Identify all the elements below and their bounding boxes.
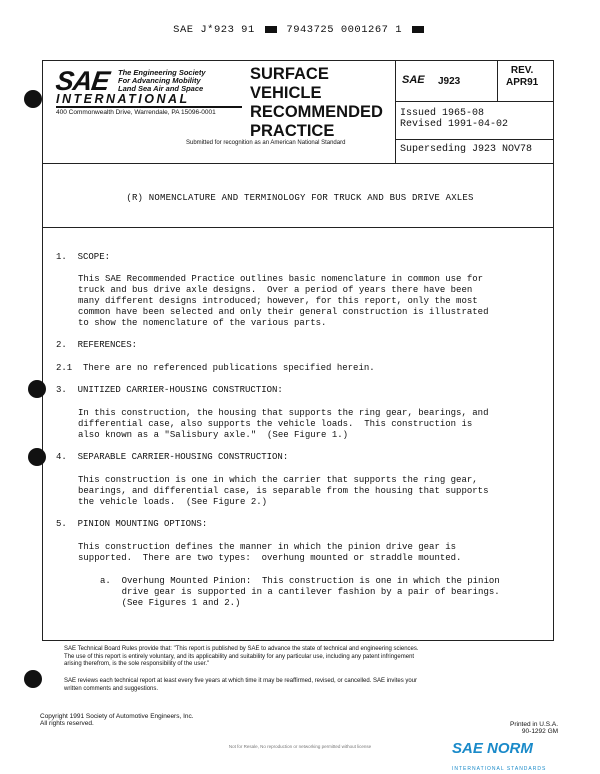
issued-date: Issued 1965-08	[400, 108, 485, 119]
body-box	[42, 162, 554, 641]
document-title: (R) NOMENCLATURE AND TERMINOLOGY FOR TRUCK AND BUS DRIVE AXLES	[126, 193, 474, 203]
section-5-heading: 5. PINION MOUNTING OPTIONS:	[56, 519, 208, 529]
address: 400 Commonwealth Drive, Warrendale, PA 15096-0001	[56, 109, 216, 116]
section-5-body: This construction defines the manner in which the pinion drive gear is supported. There are two types: overhung mounted or straddle mounted.	[78, 542, 462, 563]
doc-number: J923	[438, 76, 461, 87]
printed-note: Printed in U.S.A. 90-1292 GM	[510, 721, 559, 735]
superseding: Superseding J923 NOV78	[400, 144, 533, 155]
section-5a: a. Overhung Mounted Pinion: This construction is one in which the pinion drive gear is supported in a cantilever fashion by a pair of bearings. (See Figures 1 and 2.)	[100, 576, 500, 608]
practice-title: SURFACE VEHICLE RECOMMENDED PRACTICE	[250, 65, 383, 140]
section-1-body: This SAE Recommended Practice outlines basic nomenclature in common use for truck and bus drive axle designs. Over a period of years there have been many different designs introduced; however, for this report, only the most common have been selected and only their general construction is illustrated to show the nomenclature of the various parts.	[78, 274, 489, 328]
board-rules: SAE Technical Board Rules provide that: "This report is published by SAE to advance the state of technical and engineering sciences. The use of this report is entirely voluntary, and its applicability and suitability for any particular use, including any patent infringement arising therefrom, is the sole responsibility of the user."	[64, 646, 419, 667]
binder-hole	[24, 670, 42, 688]
sae-norm-watermark: SAE NORM INTERNATIONAL STANDARDS	[452, 740, 547, 772]
redaction-block	[265, 26, 277, 33]
section-2-heading: 2. REFERENCES:	[56, 340, 138, 350]
divider	[56, 106, 242, 108]
revision: REV. APR91	[506, 65, 539, 88]
revised-date: Revised 1991-04-02	[400, 119, 509, 130]
binder-hole	[24, 90, 42, 108]
section-2-1: 2.1 There are no referenced publications specified herein.	[56, 363, 375, 373]
binder-hole	[28, 380, 46, 398]
society-tagline: The Engineering Society For Advancing Mobility Land Sea Air and Space	[118, 68, 206, 93]
document-code-line	[0, 24, 600, 36]
submitted-note: Submitted for recognition as an American National Standard	[186, 140, 346, 146]
document-code-2: 7943725 0001267 1	[286, 24, 403, 36]
copyright: Copyright 1991 Society of Automotive Engineers, Inc. All rights reserved.	[40, 713, 194, 727]
section-4-body: This construction is one in which the carrier that supports the ring gear, bearings, and differential case, is separable from the housing that supports the vehicle loads. (See Figure 2.)	[78, 475, 489, 507]
document-code: SAE J*923 91	[173, 24, 255, 36]
section-4-heading: 4. SEPARABLE CARRIER-HOUSING CONSTRUCTION:	[56, 452, 289, 462]
sae-logo-text: SAE	[53, 66, 111, 96]
issue-dates	[400, 108, 508, 130]
redaction-block-2	[412, 26, 424, 33]
review-note: SAE reviews each technical report at least every five years at which time it may be reaffirmed, revised, or cancelled. SAE invites your written comments and suggestions.	[64, 678, 418, 692]
resale-note: Not for Resale, No reproduction or networking permitted without license	[228, 744, 372, 749]
section-1-heading: 1. SCOPE:	[56, 252, 111, 262]
international-label: INTERNATIONAL	[56, 92, 190, 106]
sae-label: SAE	[402, 74, 425, 86]
section-3-heading: 3. UNITIZED CARRIER-HOUSING CONSTRUCTION:	[56, 385, 283, 395]
section-3-body: In this construction, the housing that supports the ring gear, bearings, and differential case, also supports the vehicle loads. This construction is also known as a "Salisbury axle." (See Figure 1.)	[78, 408, 489, 440]
binder-hole	[28, 448, 46, 466]
